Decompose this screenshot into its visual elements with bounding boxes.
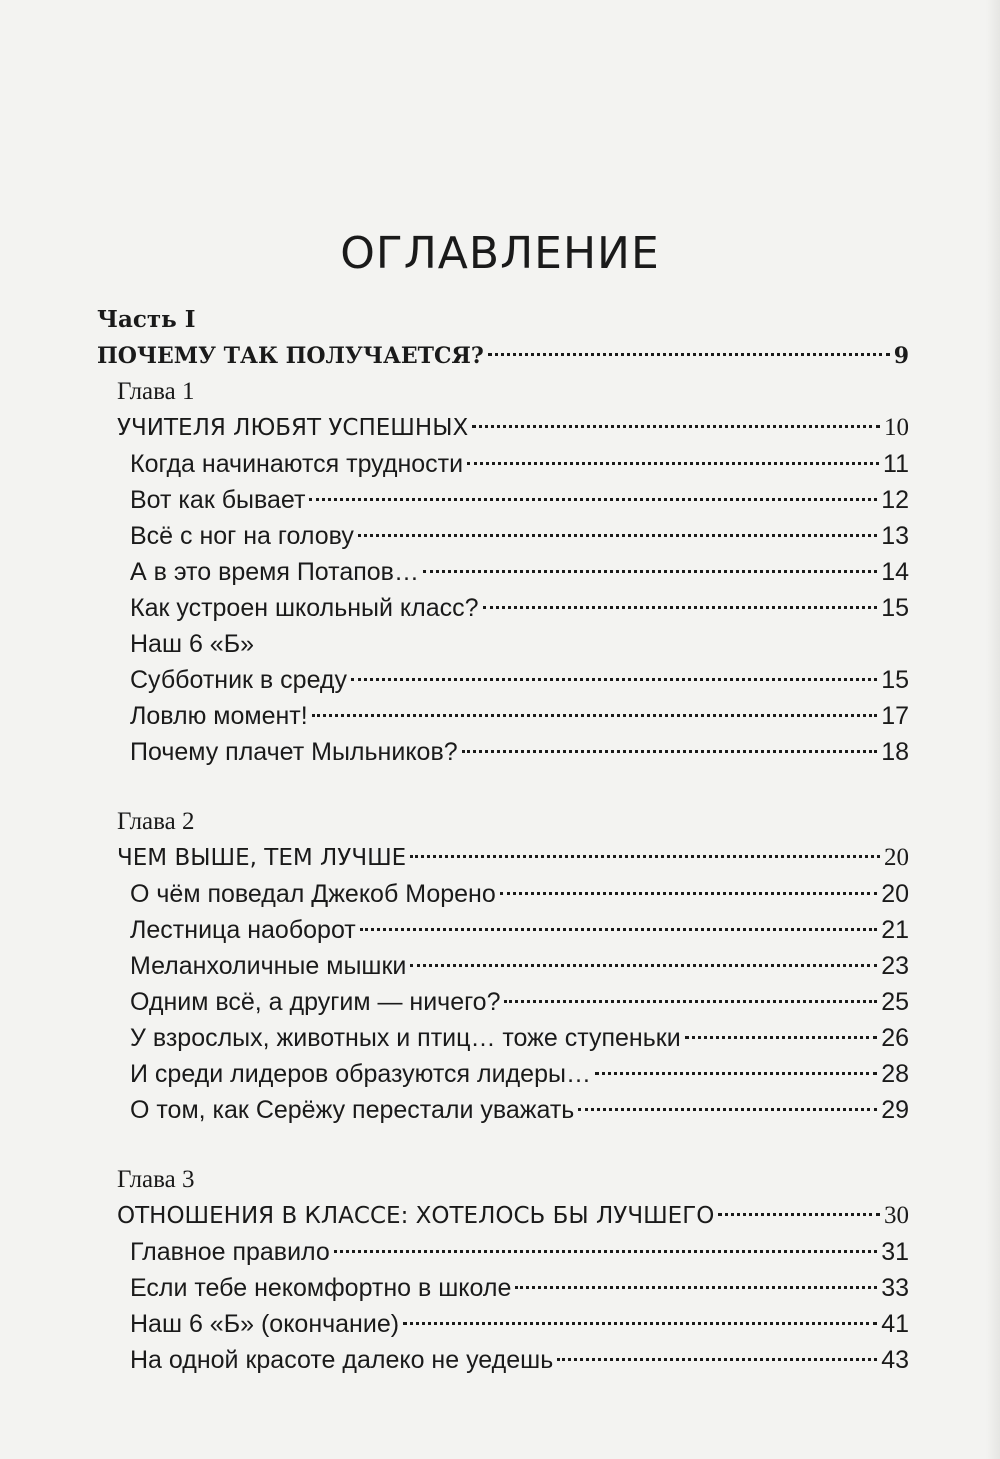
page-number: 15 <box>881 666 909 694</box>
section-title: Почему плачет Мыльников? <box>130 738 458 766</box>
leader-dots <box>360 928 877 931</box>
part-title: ПОЧЕМУ ТАК ПОЛУЧАЕТСЯ? <box>97 343 484 369</box>
leader-dots <box>334 1250 877 1253</box>
leader-dots <box>557 1358 877 1361</box>
leader-dots <box>351 678 877 681</box>
page-number: 20 <box>881 880 909 908</box>
section-title: Ловлю момент! <box>130 702 308 730</box>
page-number: 25 <box>881 988 909 1016</box>
leader-dots <box>423 570 877 573</box>
leader-dots <box>685 1036 878 1039</box>
chapter-title: ЧЕМ ВЫШЕ, ТЕМ ЛУЧШЕ <box>117 845 407 871</box>
spacer <box>97 1128 909 1162</box>
toc-section-entry[interactable] <box>97 912 909 948</box>
toc-section-entry[interactable] <box>97 698 909 734</box>
page-number: 29 <box>881 1096 909 1124</box>
toc-section-entry[interactable] <box>97 590 909 626</box>
leader-dots <box>403 1322 877 1325</box>
page-number: 12 <box>881 486 909 514</box>
page-edge <box>986 0 1000 1459</box>
toc-section-entry[interactable] <box>97 446 909 482</box>
page-number: 14 <box>881 558 909 586</box>
leader-dots <box>410 855 880 858</box>
leader-dots <box>595 1072 877 1075</box>
section-title: А в это время Потапов… <box>130 558 419 586</box>
leader-dots <box>467 462 879 465</box>
section-title: Наш 6 «Б» (окончание) <box>130 1310 400 1338</box>
leader-dots <box>309 498 877 501</box>
section-title: И среди лидеров образуются лидеры… <box>130 1060 591 1088</box>
page-title: ОГЛАВЛЕНИЕ <box>340 228 660 279</box>
toc-chapter-entry[interactable] <box>97 1198 909 1234</box>
page-number: 13 <box>881 522 909 550</box>
toc-subheading <box>97 626 909 662</box>
section-title: Как устроен школьный класс? <box>130 594 479 622</box>
chapter-label: Глава 1 <box>117 378 195 405</box>
toc-section-entry[interactable] <box>97 876 909 912</box>
toc-section-entry[interactable] <box>97 662 909 698</box>
toc-section-entry[interactable] <box>97 734 909 770</box>
chapter-title: ОТНОШЕНИЯ В КЛАССЕ: ХОТЕЛОСЬ БЫ ЛУЧШЕГО <box>117 1203 715 1229</box>
leader-dots <box>504 1000 877 1003</box>
page-number: 20 <box>884 844 909 871</box>
page-number: 15 <box>881 594 909 622</box>
section-title: Всё с ног на голову <box>130 522 354 550</box>
page-number: 10 <box>884 414 909 441</box>
toc-section-entry[interactable] <box>97 948 909 984</box>
table-of-contents <box>97 302 909 1378</box>
toc-section-entry[interactable] <box>97 1234 909 1270</box>
page-number: 31 <box>881 1238 909 1266</box>
leader-dots <box>472 425 880 428</box>
page-number: 41 <box>881 1310 909 1338</box>
page-number: 18 <box>881 738 909 766</box>
leader-dots <box>578 1108 877 1111</box>
section-title: О том, как Серёжу перестали уважать <box>130 1096 575 1124</box>
leader-dots <box>718 1213 880 1216</box>
subheading-title: Наш 6 «Б» <box>130 630 255 658</box>
page-number: 17 <box>881 702 909 730</box>
section-title: О чём поведал Джекоб Морено <box>130 880 496 908</box>
chapter-label: Глава 2 <box>117 808 195 835</box>
leader-dots <box>488 353 890 356</box>
section-title: Если тебе некомфортно в школе <box>130 1274 512 1302</box>
section-title: Одним всё, а другим — ничего? <box>130 988 501 1016</box>
toc-chapter-entry[interactable] <box>97 840 909 876</box>
page-number: 9 <box>893 343 909 369</box>
toc-part-entry[interactable] <box>97 338 909 374</box>
section-title: На одной красоте далеко не уедешь <box>130 1346 554 1374</box>
toc-section-entry[interactable] <box>97 554 909 590</box>
part-label: Часть I <box>97 306 196 333</box>
toc-section-entry[interactable] <box>97 1056 909 1092</box>
page-number: 33 <box>881 1274 909 1302</box>
leader-dots <box>410 964 877 967</box>
toc-section-entry[interactable] <box>97 518 909 554</box>
page-number: 26 <box>881 1024 909 1052</box>
spacer <box>97 770 909 804</box>
toc-chapter-entry[interactable] <box>97 410 909 446</box>
section-title: Вот как бывает <box>130 486 306 514</box>
leader-dots <box>483 606 878 609</box>
leader-dots <box>515 1286 877 1289</box>
page-number: 28 <box>881 1060 909 1088</box>
toc-section-entry[interactable] <box>97 482 909 518</box>
leader-dots <box>462 750 878 753</box>
toc-section-entry[interactable] <box>97 1306 909 1342</box>
page-number: 11 <box>883 450 909 478</box>
section-title: Лестница наоборот <box>130 916 356 944</box>
toc-section-entry[interactable] <box>97 984 909 1020</box>
toc-section-entry[interactable] <box>97 1342 909 1378</box>
leader-dots <box>358 534 877 537</box>
page-number: 21 <box>881 916 909 944</box>
page-number: 30 <box>884 1202 909 1229</box>
leader-dots <box>500 892 877 895</box>
section-title: Главное правило <box>130 1238 330 1266</box>
page-number: 23 <box>881 952 909 980</box>
toc-section-entry[interactable] <box>97 1020 909 1056</box>
toc-section-entry[interactable] <box>97 1270 909 1306</box>
toc-section-entry[interactable] <box>97 1092 909 1128</box>
section-title: Меланхоличные мышки <box>130 952 407 980</box>
section-title: У взрослых, животных и птиц… тоже ступеньки <box>130 1024 681 1052</box>
chapter-title: УЧИТЕЛЯ ЛЮБЯТ УСПЕШНЫХ <box>117 415 469 441</box>
section-title: Субботник в среду <box>130 666 348 694</box>
chapter-label: Глава 3 <box>117 1166 195 1193</box>
leader-dots <box>312 714 878 717</box>
page-number: 43 <box>881 1346 909 1374</box>
section-title: Когда начинаются трудности <box>130 450 464 478</box>
